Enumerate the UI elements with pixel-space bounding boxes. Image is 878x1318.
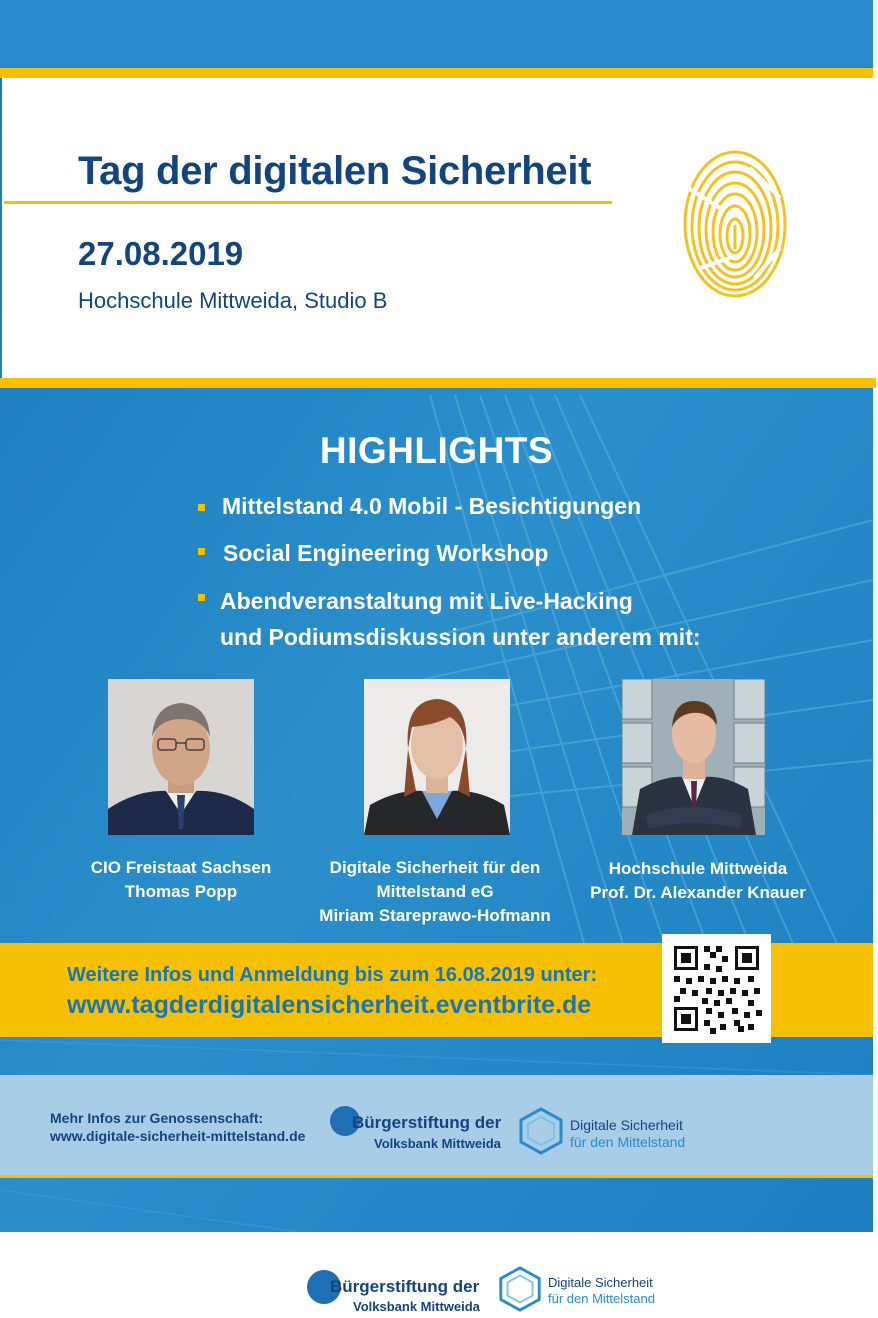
event-date: 27.08.2019: [78, 235, 244, 272]
digitale-sicherheit-logo-icon: [516, 1106, 566, 1156]
speaker-photo-2: [364, 679, 510, 835]
bullet-icon: [198, 594, 205, 601]
speaker-org: Hochschule Mittweida: [608, 859, 788, 878]
fingerprint-icon: [680, 148, 790, 300]
yellow-rule-bottom: [0, 378, 876, 388]
speaker-photo-3: [622, 679, 765, 835]
highlight-item-4: und Podiumsdiskussion unter anderem mit:: [220, 624, 701, 650]
speaker-caption-2: [300, 856, 570, 928]
speaker-org-line2: Mittelstand eG: [376, 882, 494, 901]
buergerstiftung-logo-line2: Volksbank Mittweida: [374, 1136, 501, 1151]
buergerstiftung-logo-bottom-line1: Bürgerstiftung der: [330, 1277, 480, 1296]
more-info-label: Mehr Infos zur Genossenschaft:: [50, 1110, 264, 1126]
highlight-item-3: Abendveranstaltung mit Live-Hacking: [220, 588, 633, 614]
highlight-item-1: Mittelstand 4.0 Mobil - Besichtigungen: [222, 493, 642, 519]
bullet-icon: [198, 548, 205, 555]
buergerstiftung-logo-bottom-line2: Volksbank Mittweida: [353, 1299, 480, 1314]
digitale-sicherheit-logo-line1: Digitale Sicherheit: [570, 1117, 683, 1133]
event-title: Tag der digitalen Sicherheit: [78, 149, 592, 193]
title-underline: [4, 201, 612, 204]
buergerstiftung-logo-line1: Bürgerstiftung der: [352, 1113, 502, 1132]
more-info-url[interactable]: www.digitale-sicherheit-mittelstand.de: [50, 1128, 306, 1144]
speaker-photo-1: [108, 679, 254, 835]
digitale-sicherheit-logo-bottom-line2: für den Mittelstand: [548, 1291, 655, 1306]
digitale-sicherheit-logo-line2: für den Mittelstand: [570, 1134, 686, 1150]
speaker-name: Thomas Popp: [124, 882, 238, 901]
speaker-org: Digitale Sicherheit für den: [329, 858, 541, 877]
top-band: [0, 0, 873, 68]
speaker-name: Miriam Stareprawo-Hofmann: [319, 906, 551, 925]
qr-code[interactable]: [662, 934, 771, 1043]
registration-text: Weitere Infos und Anmeldung bis zum 16.08.2019 unter:: [67, 964, 598, 986]
speaker-caption-3: [570, 857, 826, 905]
digitale-sicherheit-logo-bottom-line1: Digitale Sicherheit: [548, 1275, 653, 1290]
registration-url[interactable]: www.tagderdigitalensicherheit.eventbrite.de: [67, 991, 592, 1019]
highlight-item-2: Social Engineering Workshop: [223, 540, 549, 566]
qr-code-icon: [662, 934, 771, 1043]
digitale-sicherheit-logo-icon-bottom: [496, 1264, 544, 1314]
speaker-org: CIO Freistaat Sachsen: [90, 858, 272, 877]
speaker-caption-1: [58, 856, 304, 904]
speaker-name: Prof. Dr. Alexander Knauer: [590, 883, 806, 902]
yellow-rule-top: [0, 68, 873, 78]
bullet-icon: [198, 504, 205, 511]
partner-band-rule: [0, 1175, 873, 1178]
highlights-heading: HIGHLIGHTS: [319, 430, 554, 471]
event-venue: Hochschule Mittweida, Studio B: [78, 288, 388, 313]
